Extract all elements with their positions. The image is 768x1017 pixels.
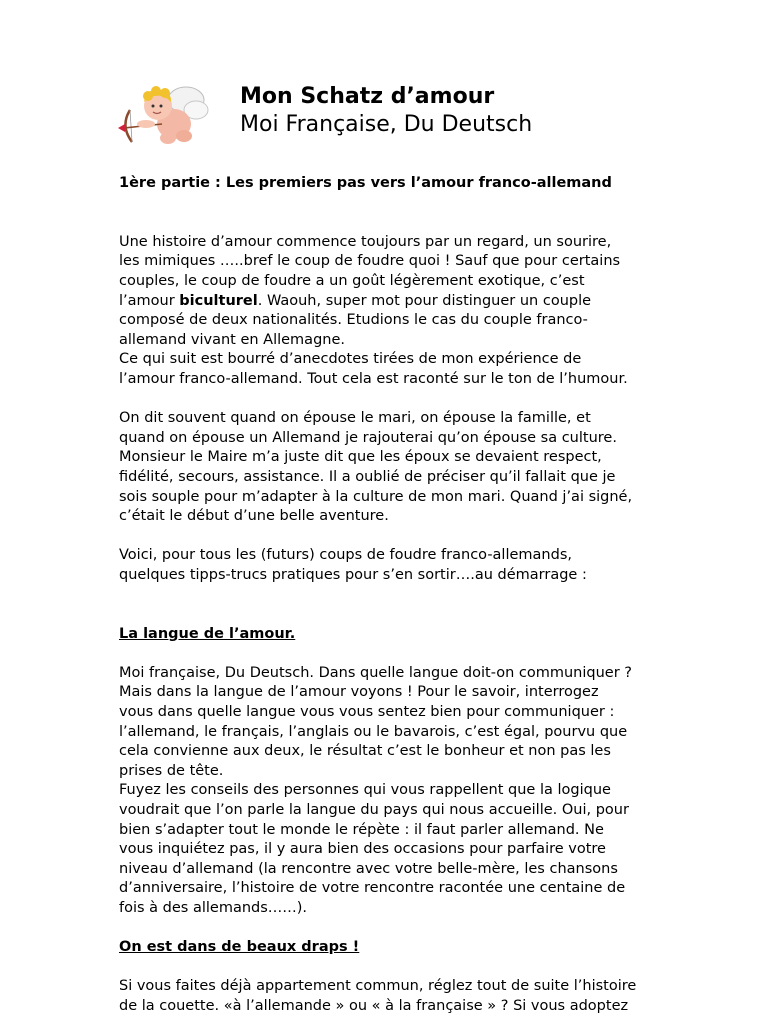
paragraph-line: Monsieur le Maire m’a juste dit que les époux se devaient respect,: [119, 449, 602, 466]
paragraph-line: [119, 292, 679, 312]
cupid-icon: [116, 80, 216, 150]
paragraph-line: vous inquiétez pas, il y aura bien des occasions pour parfaire votre: [119, 841, 606, 858]
part-title: 1ère partie : Les premiers pas vers l’amour franco-allemand: [119, 175, 612, 191]
paragraph-line: de la couette. «à l’allemande » ou « à la française » ? Si vous adoptez: [119, 997, 629, 1014]
paragraph-line: fidélité, secours, assistance. Il a oublié de préciser qu’il fallait que je: [119, 468, 616, 485]
paragraph-line: Une histoire d’amour commence toujours par un regard, un sourire,: [119, 233, 612, 250]
paragraph-line: prises de tête.: [119, 762, 224, 779]
paragraph-line: cela convienne aux deux, le résultat c’est le bonheur et non pas les: [119, 743, 611, 760]
paragraph-line: Ce qui suit est bourré d’anecdotes tirées de mon expérience de: [119, 351, 582, 368]
paragraph-line: Voici, pour tous les (futurs) coups de foudre franco-allemands,: [119, 547, 572, 564]
paragraph-line: fois à des allemands……).: [119, 899, 308, 916]
paragraph-line: composé de deux nationalités. Etudions le cas du couple franco-: [119, 312, 588, 329]
paragraph-line: niveau d’allemand (la rencontre avec votre belle-mère, les chansons: [119, 860, 618, 877]
paragraph-line: Fuyez les conseils des personnes qui vous rappellent que la logique: [119, 782, 611, 799]
paragraph-line: l’allemand, le français, l’anglais ou le bavarois, c’est égal, pourvu que: [119, 723, 628, 740]
paragraph-line: l’amour franco-allemand. Tout cela est raconté sur le ton de l’humour.: [119, 370, 628, 387]
highlighted-word: biculturel: [179, 292, 258, 309]
document-body: [119, 174, 679, 1017]
paragraph-line: couples, le coup de foudre a un goût légèrement exotique, c’est: [119, 272, 585, 289]
paragraph-line: vous dans quelle langue vous vous sentez bien pour communiquer :: [119, 704, 615, 721]
paragraph-line: c’était le début d’une belle aventure.: [119, 508, 389, 525]
paragraph-line: On dit souvent quand on épouse le mari, on épouse la famille, et: [119, 410, 591, 427]
paragraph-line: bien s’adapter tout le monde le répète : il faut parler allemand. Ne: [119, 821, 604, 838]
paragraph-line: d’anniversaire, l’histoire de votre rencontre racontée une centaine de: [119, 880, 626, 897]
document-subtitle: Moi Française, Du Deutsch: [240, 112, 533, 137]
text-fragment: . Waouh, super mot pour distinguer un couple: [257, 292, 592, 309]
paragraph-line: quelques tipps-trucs pratiques pour s’en sortir….au démarrage :: [119, 566, 587, 583]
section-heading: La langue de l’amour.: [119, 625, 296, 642]
paragraph-line: quand on épouse un Allemand je rajouterai qu’on épouse sa culture.: [119, 429, 617, 446]
text-fragment: l’amour: [119, 292, 180, 309]
paragraph-line: Moi française, Du Deutsch. Dans quelle langue doit-on communiquer ?: [119, 664, 632, 681]
section-heading: On est dans de beaux draps !: [119, 939, 360, 956]
paragraph-line: sois souple pour m’adapter à la culture de mon mari. Quand j’ai signé,: [119, 488, 633, 505]
paragraph-line: allemand vivant en Allemagne.: [119, 331, 345, 348]
paragraph-line: Mais dans la langue de l’amour voyons ! Pour le savoir, interrogez: [119, 684, 599, 701]
paragraph-line: voudrait que l’on parle la langue du pays qui nous accueille. Oui, pour: [119, 802, 629, 818]
document-title: Mon Schatz d’amour: [240, 84, 495, 109]
paragraph-line: les mimiques …..bref le coup de foudre quoi ! Sauf que pour certains: [119, 253, 621, 270]
paragraph-line: Si vous faites déjà appartement commun, réglez tout de suite l’histoire: [119, 978, 637, 995]
